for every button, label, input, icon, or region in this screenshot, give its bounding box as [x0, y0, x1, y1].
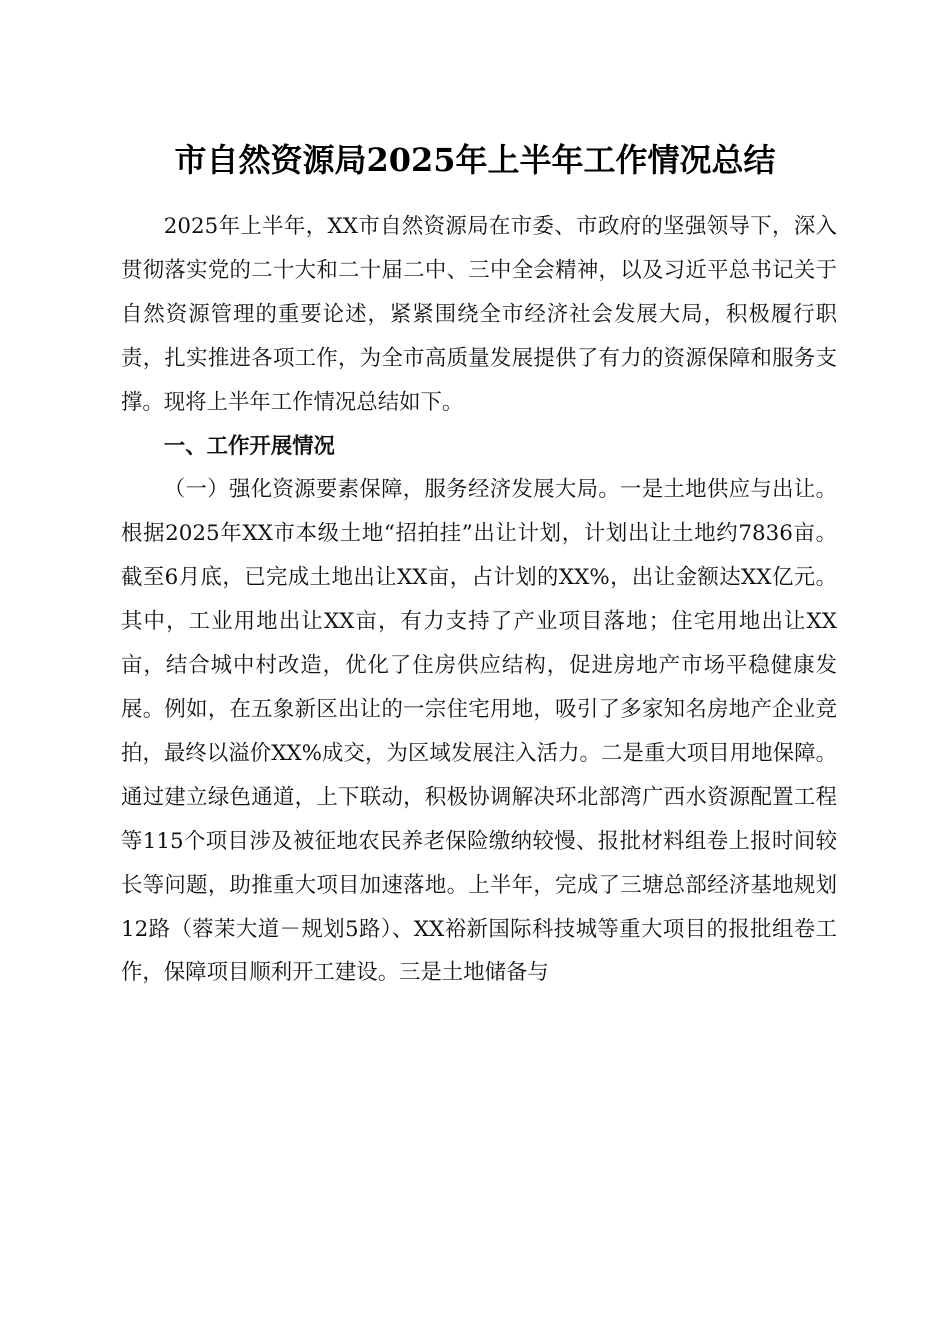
- document-title: 市自然资源局2025年上半年工作情况总结: [174, 141, 776, 179]
- section-paragraph: （一）强化资源要素保障，服务经济发展大局。一是土地供应与出让。根据2025年XX市本级土地“招拍挂”出让计划，计划出让土地约7836亩。截至6月底，已完成土地出让XX亩，占计划的XX%，出让金额达XX亿元。其中，工业用地出让XX亩，有力支持了产业项目落地；住宅用地出让XX亩，结合城中村改造，优化了住房供应结构，促进房地产市场平稳健康发展。例如，在五象新区出让的一宗住宅用地，吸引了多家知名房地产企业竞拍，最终以溢价XX%成交，为区域发展注入活力。二是重大项目用地保障。通过建立绿色通道，上下联动，积极协调解决环北部湾广西水资源配置工程等115个项目涉及被征地农民养老保险缴纳较慢、报批材料组卷上报时间较长等问题，助推重大项目加速落地。上半年，完成了三塘总部经济基地规划12路（蓉茉大道－规划5路）、XX裕新国际科技城等重大项目的报批组卷工作，保障项目顺利开工建设。三是土地储备与: [121, 477, 837, 986]
- section-heading: 一、工作开展情况: [163, 433, 335, 459]
- document-body: [121, 205, 837, 995]
- intro-paragraph: 2025年上半年，XX市自然资源局在市委、市政府的坚强领导下，深入贯彻落实党的二十大和二十届二中、三中全会精神，以及习近平总书记关于自然资源管理的重要论述，紧紧围绕全市经济社会发展大局，积极履行职责，扎实推进各项工作，为全市高质量发展提供了有力的资源保障和服务支撑。现将上半年工作情况总结如下。: [121, 214, 837, 415]
